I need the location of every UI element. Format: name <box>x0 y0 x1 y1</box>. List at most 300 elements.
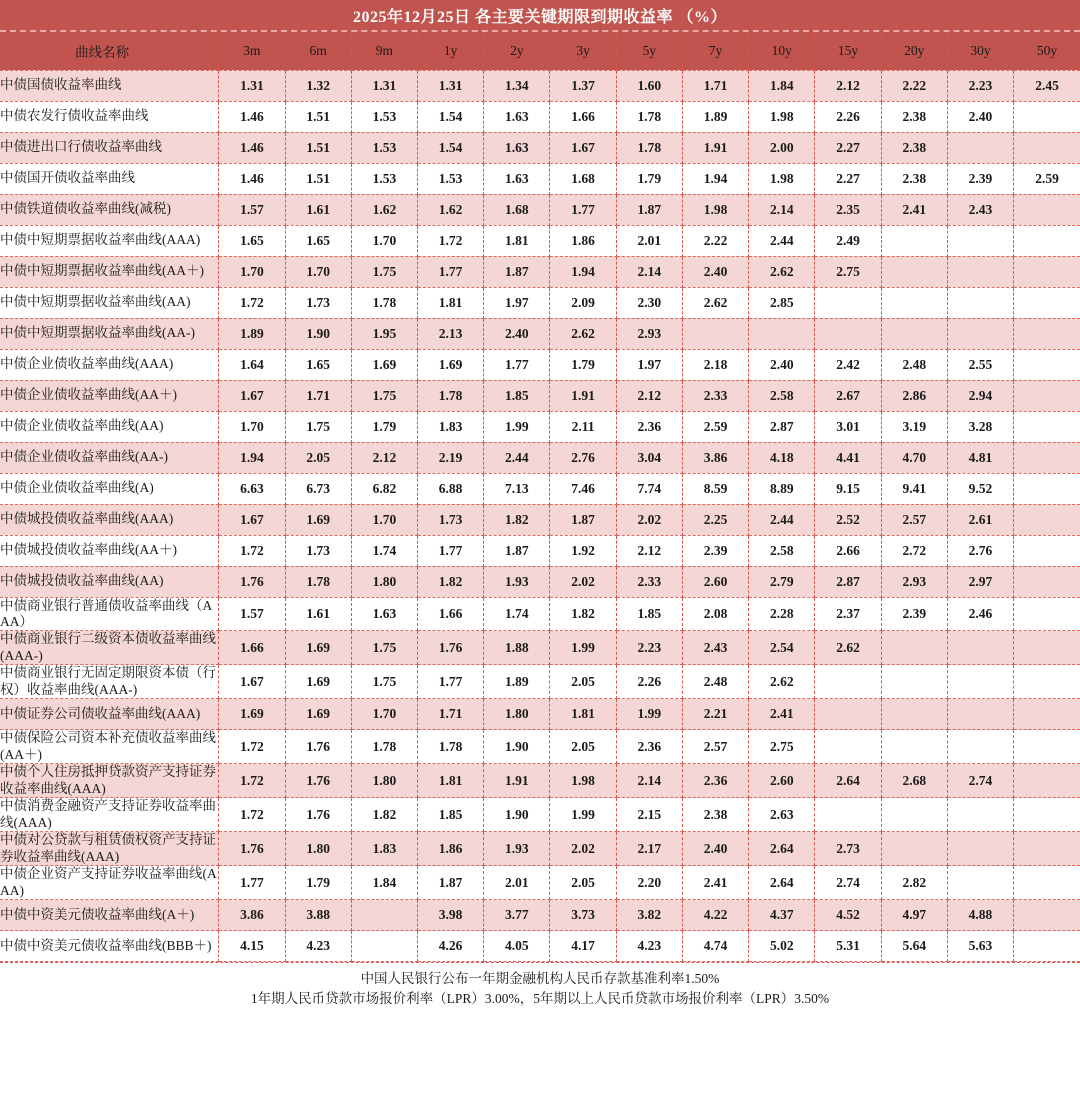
yield-cell: 2.28 <box>749 597 815 631</box>
yield-cell: 1.91 <box>484 764 550 798</box>
yield-cell: 2.57 <box>682 730 748 764</box>
yield-cell: 2.44 <box>749 504 815 535</box>
yield-cell: 2.37 <box>815 597 881 631</box>
yield-cell <box>947 832 1013 866</box>
yield-cell: 2.12 <box>815 70 881 101</box>
yield-cell: 3.88 <box>285 900 351 931</box>
yield-cell <box>947 866 1013 900</box>
yield-cell: 2.58 <box>749 535 815 566</box>
yield-cell: 9.41 <box>881 473 947 504</box>
yield-cell: 2.13 <box>418 318 484 349</box>
table-row <box>0 163 1080 194</box>
yield-cell: 2.12 <box>616 380 682 411</box>
yield-cell: 1.61 <box>285 194 351 225</box>
yield-cell: 4.18 <box>749 442 815 473</box>
yield-cell: 2.46 <box>947 597 1013 631</box>
yield-cell: 1.75 <box>351 380 417 411</box>
yield-cell: 1.54 <box>418 101 484 132</box>
table-row <box>0 730 1080 764</box>
yield-cell: 2.23 <box>947 70 1013 101</box>
yield-cell: 1.83 <box>418 411 484 442</box>
yield-cell: 1.82 <box>351 798 417 832</box>
yield-cell: 1.67 <box>219 665 285 699</box>
yield-cell: 1.69 <box>285 665 351 699</box>
yield-cell: 5.64 <box>881 931 947 962</box>
yield-cell: 4.88 <box>947 900 1013 931</box>
yield-cell: 7.13 <box>484 473 550 504</box>
yield-cell: 4.37 <box>749 900 815 931</box>
curve-name-cell: 中债中短期票据收益率曲线(AA＋) <box>0 256 219 287</box>
curve-name-cell: 中债进出口行债收益率曲线 <box>0 132 219 163</box>
yield-cell: 1.69 <box>219 699 285 730</box>
yield-cell: 2.05 <box>285 442 351 473</box>
yield-cell: 2.26 <box>616 665 682 699</box>
yield-cell <box>881 832 947 866</box>
yield-cell: 4.23 <box>616 931 682 962</box>
yield-cell <box>1014 798 1080 832</box>
yield-cell: 2.40 <box>749 349 815 380</box>
yield-cell: 2.00 <box>749 132 815 163</box>
yield-cell: 1.82 <box>550 597 616 631</box>
yield-cell: 2.62 <box>749 665 815 699</box>
yield-cell: 1.63 <box>484 163 550 194</box>
yield-cell <box>1014 380 1080 411</box>
yield-cell: 2.67 <box>815 380 881 411</box>
yield-cell: 2.08 <box>682 597 748 631</box>
column-header-term-9m: 9m <box>351 32 417 70</box>
table-row <box>0 866 1080 900</box>
yield-cell: 2.38 <box>881 132 947 163</box>
yield-cell: 1.57 <box>219 194 285 225</box>
table-row <box>0 473 1080 504</box>
table-row <box>0 699 1080 730</box>
yield-cell: 1.53 <box>351 163 417 194</box>
yield-cell: 2.82 <box>881 866 947 900</box>
footer-note-deposit-rate: 中国人民银行公布一年期金融机构人民币存款基准利率1.50% <box>360 971 720 986</box>
yield-cell: 1.76 <box>418 631 484 665</box>
yield-cell: 1.87 <box>484 256 550 287</box>
yield-cell: 1.91 <box>682 132 748 163</box>
yield-cell: 2.41 <box>881 194 947 225</box>
yield-cell: 5.02 <box>749 931 815 962</box>
column-header-term-5y: 5y <box>616 32 682 70</box>
yield-cell: 3.04 <box>616 442 682 473</box>
yield-cell: 2.79 <box>749 566 815 597</box>
yield-cell: 3.82 <box>616 900 682 931</box>
yield-cell: 2.12 <box>616 535 682 566</box>
yield-cell: 1.90 <box>484 798 550 832</box>
yield-cell: 1.78 <box>418 380 484 411</box>
yield-cell: 1.70 <box>219 256 285 287</box>
yield-cell: 3.86 <box>219 900 285 931</box>
yield-cell: 6.82 <box>351 473 417 504</box>
yield-cell: 1.71 <box>682 70 748 101</box>
yield-cell: 1.72 <box>219 287 285 318</box>
yield-cell: 1.95 <box>351 318 417 349</box>
curve-name-cell: 中债农发行债收益率曲线 <box>0 101 219 132</box>
yield-cell: 4.22 <box>682 900 748 931</box>
yield-cell: 1.75 <box>285 411 351 442</box>
yield-cell: 1.77 <box>418 535 484 566</box>
yield-cell: 2.38 <box>881 163 947 194</box>
yield-cell: 1.83 <box>351 832 417 866</box>
yield-cell: 2.59 <box>1014 163 1080 194</box>
yield-cell: 1.65 <box>285 349 351 380</box>
yield-cell: 2.41 <box>682 866 748 900</box>
curve-name-cell: 中债证券公司债收益率曲线(AAA) <box>0 699 219 730</box>
yield-cell: 1.81 <box>418 764 484 798</box>
yield-cell: 2.38 <box>682 798 748 832</box>
yield-cell: 1.87 <box>616 194 682 225</box>
table-row <box>0 132 1080 163</box>
curve-name-cell: 中债商业银行普通债收益率曲线（AAA） <box>0 597 219 631</box>
column-header-term-50y: 50y <box>1014 32 1080 70</box>
curve-name-cell: 中债国开债收益率曲线 <box>0 163 219 194</box>
yield-cell: 1.34 <box>484 70 550 101</box>
table-row <box>0 764 1080 798</box>
yield-cell: 1.84 <box>749 70 815 101</box>
yield-cell <box>881 256 947 287</box>
yield-cell: 4.52 <box>815 900 881 931</box>
yield-cell: 1.97 <box>484 287 550 318</box>
yield-cell: 1.54 <box>418 132 484 163</box>
yield-cell: 1.78 <box>616 132 682 163</box>
yield-cell: 2.01 <box>616 225 682 256</box>
yield-cell <box>1014 287 1080 318</box>
yield-cell: 2.60 <box>749 764 815 798</box>
table-row <box>0 442 1080 473</box>
yield-cell: 1.84 <box>351 866 417 900</box>
yield-cell: 2.33 <box>682 380 748 411</box>
yield-cell: 2.05 <box>550 866 616 900</box>
yield-cell: 2.52 <box>815 504 881 535</box>
yield-cell: 1.66 <box>418 597 484 631</box>
yield-cell: 2.62 <box>749 256 815 287</box>
yield-cell: 1.77 <box>484 349 550 380</box>
yield-cell: 2.57 <box>881 504 947 535</box>
yield-cell: 1.66 <box>219 631 285 665</box>
yield-cell <box>1014 194 1080 225</box>
yield-cell <box>947 287 1013 318</box>
yield-cell: 5.63 <box>947 931 1013 962</box>
yield-cell: 1.60 <box>616 70 682 101</box>
yield-cell: 9.15 <box>815 473 881 504</box>
yield-cell: 1.91 <box>550 380 616 411</box>
yield-cell: 1.89 <box>219 318 285 349</box>
yield-cell: 2.22 <box>682 225 748 256</box>
yield-cell: 1.94 <box>682 163 748 194</box>
yield-cell <box>682 318 748 349</box>
yield-cell <box>881 225 947 256</box>
page-title: 2025年12月25日 各主要关键期限到期收益率 （%） <box>352 8 727 26</box>
yield-cell: 2.05 <box>550 730 616 764</box>
yield-cell: 2.26 <box>815 101 881 132</box>
yield-cell <box>881 798 947 832</box>
curve-name-cell: 中债企业资产支持证券收益率曲线(AAA) <box>0 866 219 900</box>
yield-cell <box>1014 411 1080 442</box>
yield-cell <box>947 225 1013 256</box>
yield-cell <box>1014 764 1080 798</box>
yield-cell: 1.73 <box>418 504 484 535</box>
yield-cell <box>1014 631 1080 665</box>
yield-cell: 9.52 <box>947 473 1013 504</box>
table-row <box>0 597 1080 631</box>
yield-cell: 1.70 <box>219 411 285 442</box>
yield-cell: 2.63 <box>749 798 815 832</box>
yield-cell <box>815 318 881 349</box>
yield-cell: 2.76 <box>947 535 1013 566</box>
yield-cell: 2.12 <box>351 442 417 473</box>
table-row <box>0 287 1080 318</box>
table-row <box>0 631 1080 665</box>
yield-cell: 4.70 <box>881 442 947 473</box>
yield-cell: 4.41 <box>815 442 881 473</box>
yield-cell: 1.80 <box>351 566 417 597</box>
yield-cell: 1.97 <box>616 349 682 380</box>
footer-notes <box>0 962 1080 1008</box>
yield-cell <box>881 287 947 318</box>
yield-cell: 1.31 <box>418 70 484 101</box>
curve-name-cell: 中债企业债收益率曲线(AA) <box>0 411 219 442</box>
yield-cell: 5.31 <box>815 931 881 962</box>
yield-cell: 1.78 <box>616 101 682 132</box>
curve-name-cell: 中债中资美元债收益率曲线(A＋) <box>0 900 219 931</box>
yield-cell: 2.43 <box>682 631 748 665</box>
table-row <box>0 566 1080 597</box>
yield-cell: 2.41 <box>749 699 815 730</box>
yield-cell: 1.69 <box>285 699 351 730</box>
yield-cell: 1.69 <box>285 504 351 535</box>
yield-cell: 1.87 <box>550 504 616 535</box>
yield-cell: 2.11 <box>550 411 616 442</box>
yield-cell: 1.68 <box>550 163 616 194</box>
yield-cell: 2.40 <box>682 256 748 287</box>
yield-cell <box>1014 535 1080 566</box>
yield-cell: 2.40 <box>947 101 1013 132</box>
yield-cell: 2.02 <box>616 504 682 535</box>
yield-cell: 2.75 <box>749 730 815 764</box>
yield-cell: 2.62 <box>682 287 748 318</box>
yield-cell: 2.27 <box>815 163 881 194</box>
table-row <box>0 931 1080 962</box>
yield-cell: 1.67 <box>219 380 285 411</box>
yield-cell: 1.77 <box>418 256 484 287</box>
yield-cell: 1.31 <box>351 70 417 101</box>
table-row <box>0 256 1080 287</box>
yield-cell: 1.31 <box>219 70 285 101</box>
yield-cell: 1.62 <box>418 194 484 225</box>
table-header-row <box>0 32 1080 70</box>
yield-cell: 1.85 <box>484 380 550 411</box>
yield-cell: 1.76 <box>219 832 285 866</box>
yield-cell: 1.98 <box>749 163 815 194</box>
column-header-term-10y: 10y <box>749 32 815 70</box>
yield-cell: 8.89 <box>749 473 815 504</box>
curve-name-cell: 中债企业债收益率曲线(AAA) <box>0 349 219 380</box>
curve-name-cell: 中债保险公司资本补充债收益率曲线(AA＋) <box>0 730 219 764</box>
yield-cell: 2.33 <box>616 566 682 597</box>
table-row <box>0 665 1080 699</box>
yield-cell <box>815 287 881 318</box>
yield-cell: 4.17 <box>550 931 616 962</box>
yield-cell: 2.73 <box>815 832 881 866</box>
yield-cell: 1.32 <box>285 70 351 101</box>
table-row <box>0 194 1080 225</box>
yield-cell: 1.67 <box>550 132 616 163</box>
yield-cell: 1.80 <box>484 699 550 730</box>
yield-cell: 1.77 <box>550 194 616 225</box>
yield-cell: 1.80 <box>285 832 351 866</box>
yield-cell <box>1014 318 1080 349</box>
yield-cell: 3.73 <box>550 900 616 931</box>
column-header-term-6m: 6m <box>285 32 351 70</box>
yield-cell: 1.79 <box>351 411 417 442</box>
yield-cell: 1.72 <box>219 730 285 764</box>
yield-cell: 1.78 <box>285 566 351 597</box>
yield-cell: 2.36 <box>682 764 748 798</box>
yield-cell: 3.98 <box>418 900 484 931</box>
yield-cell: 2.45 <box>1014 70 1080 101</box>
yield-cell: 2.25 <box>682 504 748 535</box>
yield-cell: 1.71 <box>418 699 484 730</box>
yield-cell <box>1014 866 1080 900</box>
column-header-curve-name: 曲线名称 <box>0 32 219 70</box>
yield-cell: 2.85 <box>749 287 815 318</box>
yield-cell <box>947 699 1013 730</box>
yield-cell: 1.79 <box>285 866 351 900</box>
curve-name-cell: 中债个人住房抵押贷款资产支持证券收益率曲线(AAA) <box>0 764 219 798</box>
yield-cell: 1.92 <box>550 535 616 566</box>
yield-cell: 2.36 <box>616 411 682 442</box>
yield-cell: 4.81 <box>947 442 1013 473</box>
yield-cell: 2.43 <box>947 194 1013 225</box>
curve-name-cell: 中债中短期票据收益率曲线(AAA) <box>0 225 219 256</box>
yield-cell: 1.63 <box>484 101 550 132</box>
yield-cell: 2.59 <box>682 411 748 442</box>
yield-cell: 1.94 <box>219 442 285 473</box>
yield-cell: 1.70 <box>351 225 417 256</box>
yield-cell: 2.01 <box>484 866 550 900</box>
yield-cell <box>351 900 417 931</box>
yield-cell <box>1014 566 1080 597</box>
yield-cell: 2.35 <box>815 194 881 225</box>
yield-cell: 1.65 <box>219 225 285 256</box>
yield-cell: 2.64 <box>815 764 881 798</box>
yield-cell: 1.76 <box>285 764 351 798</box>
yield-cell <box>947 798 1013 832</box>
table-row <box>0 535 1080 566</box>
yield-cell: 4.26 <box>418 931 484 962</box>
curve-name-cell: 中债消费金融资产支持证券收益率曲线(AAA) <box>0 798 219 832</box>
table-body <box>0 70 1080 962</box>
table-row <box>0 349 1080 380</box>
yield-cell: 3.86 <box>682 442 748 473</box>
yield-cell: 2.14 <box>749 194 815 225</box>
yield-cell: 1.79 <box>616 163 682 194</box>
yield-cell: 1.89 <box>682 101 748 132</box>
yield-cell: 1.69 <box>351 349 417 380</box>
yield-cell: 3.19 <box>881 411 947 442</box>
yield-cell: 1.82 <box>484 504 550 535</box>
yield-cell: 2.94 <box>947 380 1013 411</box>
yield-cell: 1.85 <box>418 798 484 832</box>
yield-cell: 2.23 <box>616 631 682 665</box>
yield-cell: 1.89 <box>484 665 550 699</box>
yield-cell: 4.15 <box>219 931 285 962</box>
yield-cell: 1.99 <box>616 699 682 730</box>
yield-cell: 2.39 <box>682 535 748 566</box>
yield-cell: 1.77 <box>219 866 285 900</box>
yield-cell: 2.44 <box>484 442 550 473</box>
yield-cell <box>881 699 947 730</box>
table-row <box>0 411 1080 442</box>
yield-cell: 1.87 <box>418 866 484 900</box>
yield-cell: 1.71 <box>285 380 351 411</box>
yield-cell: 1.78 <box>351 287 417 318</box>
yield-cell: 1.79 <box>550 349 616 380</box>
column-header-term-2y: 2y <box>484 32 550 70</box>
yield-cell: 2.74 <box>947 764 1013 798</box>
curve-name-cell: 中债商业银行二级资本债收益率曲线(AAA-) <box>0 631 219 665</box>
yield-cell <box>1014 665 1080 699</box>
yield-cell <box>1014 597 1080 631</box>
yield-cell: 1.69 <box>418 349 484 380</box>
curve-name-cell: 中债铁道债收益率曲线(减税) <box>0 194 219 225</box>
yield-cell: 2.93 <box>881 566 947 597</box>
yield-cell <box>947 318 1013 349</box>
yield-cell: 4.97 <box>881 900 947 931</box>
yield-cell: 1.46 <box>219 163 285 194</box>
yield-cell: 1.93 <box>484 832 550 866</box>
yield-cell <box>947 256 1013 287</box>
table-row <box>0 900 1080 931</box>
yield-cell: 1.74 <box>484 597 550 631</box>
curve-name-cell: 中债企业债收益率曲线(AA-) <box>0 442 219 473</box>
yield-cell: 1.72 <box>418 225 484 256</box>
yield-cell: 2.74 <box>815 866 881 900</box>
yield-cell: 1.78 <box>351 730 417 764</box>
yield-cell <box>1014 256 1080 287</box>
yield-cell: 1.76 <box>285 798 351 832</box>
yield-cell: 2.18 <box>682 349 748 380</box>
yield-cell: 1.53 <box>351 101 417 132</box>
yield-cell: 1.75 <box>351 665 417 699</box>
table-row <box>0 380 1080 411</box>
yield-cell: 2.87 <box>815 566 881 597</box>
yield-cell: 1.98 <box>550 764 616 798</box>
table-row <box>0 70 1080 101</box>
column-header-term-7y: 7y <box>682 32 748 70</box>
yield-cell <box>351 931 417 962</box>
yield-cell: 2.39 <box>881 597 947 631</box>
yield-cell: 1.46 <box>219 132 285 163</box>
yield-cell: 1.69 <box>285 631 351 665</box>
yield-cell: 1.87 <box>484 535 550 566</box>
yield-cell: 1.82 <box>418 566 484 597</box>
table-row <box>0 318 1080 349</box>
yield-cell: 2.14 <box>616 256 682 287</box>
yield-cell: 1.99 <box>550 631 616 665</box>
yield-cell: 2.75 <box>815 256 881 287</box>
curve-name-cell: 中债城投债收益率曲线(AAA) <box>0 504 219 535</box>
yield-cell: 2.42 <box>815 349 881 380</box>
curve-name-cell: 中债中资美元债收益率曲线(BBB＋) <box>0 931 219 962</box>
yield-cell: 2.64 <box>749 832 815 866</box>
yield-cell <box>947 665 1013 699</box>
yield-cell <box>749 318 815 349</box>
yield-cell: 1.80 <box>351 764 417 798</box>
yield-cell <box>815 699 881 730</box>
